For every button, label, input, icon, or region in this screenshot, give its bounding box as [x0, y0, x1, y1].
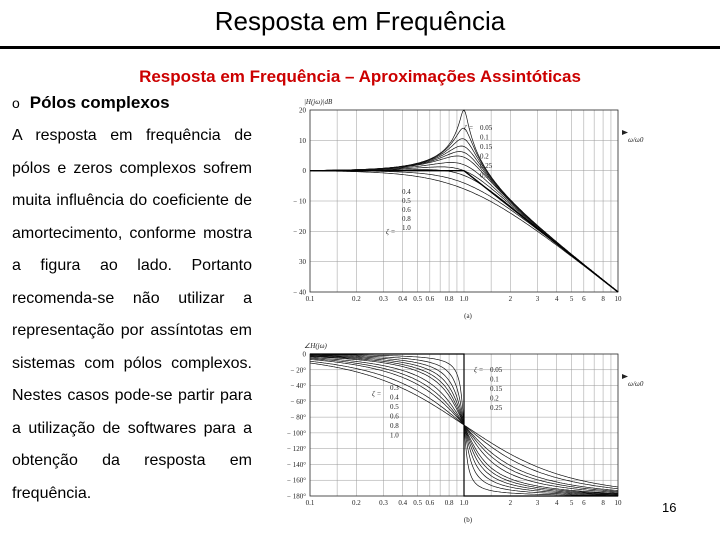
magnitude-plot	[293, 98, 644, 320]
phase-ytick-label: − 40°	[290, 382, 306, 391]
phase-zeta-label: 0.15	[490, 385, 503, 393]
magnitude-ytick-label: 10	[299, 136, 306, 145]
magnitude-xtick-label: 4	[554, 295, 559, 303]
magnitude-axis-unit: ω/ω0	[628, 136, 644, 144]
magnitude-ylabel: |H(jω)|dB	[304, 98, 333, 106]
phase-ytick-label: − 120°	[287, 445, 306, 454]
phase-xtick-label: 0.1	[305, 499, 315, 507]
phase-xtick-label: 0.5	[413, 499, 423, 507]
phase-xtick-label: 0.8	[444, 499, 454, 507]
magnitude-zeta-symbol: ζ =	[464, 124, 474, 132]
phase-xtick-label: 4	[554, 499, 559, 507]
magnitude-caption: (a)	[464, 312, 472, 320]
phase-zeta-label: 0.2	[490, 394, 499, 403]
bode-figure	[278, 96, 648, 532]
phase-zeta-label: 0.8	[390, 422, 399, 430]
magnitude-zeta-label: 0.25	[480, 162, 493, 170]
magnitude-zeta-label: 0.15	[480, 143, 493, 151]
magnitude-zeta-symbol: ζ =	[386, 228, 396, 236]
phase-zeta-label: 0.3	[390, 384, 399, 392]
phase-zeta-label: 0.6	[390, 412, 399, 421]
magnitude-zeta-label: 1.0	[402, 224, 411, 232]
magnitude-zeta-label: 0.3	[480, 171, 489, 180]
magnitude-zeta-label: 0.5	[402, 197, 411, 205]
magnitude-xtick-label: 0.4	[398, 295, 408, 303]
magnitude-ytick-label: 0	[302, 167, 306, 176]
body-paragraph: A resposta em frequência de pólos e zeros complexos sofrem muita influência do coeficiente de amortecimento, conforme mostra a figura ao lado. Portanto recomenda-se não utilizar a representação por assíntotas em sistemas com pólos complexos. Nestes casos pode-se partir para a utilização de softwares para a obtenção da resposta em frequência.	[12, 127, 252, 502]
phase-xtick-label: 0.2	[351, 499, 361, 507]
magnitude-xtick-label: 0.6	[425, 295, 435, 303]
phase-xtick-label: 6	[582, 499, 586, 507]
phase-axis-unit: ω/ω0	[628, 380, 644, 388]
magnitude-xtick-label: 2	[508, 295, 513, 303]
magnitude-ytick-label: − 20	[293, 227, 306, 236]
phase-xtick-label: 0.4	[398, 499, 408, 507]
magnitude-zeta-label: 0.1	[480, 133, 489, 142]
phase-zeta-label: 0.4	[390, 393, 399, 402]
magnitude-arrow-icon	[622, 130, 628, 135]
phase-zeta-label: 0.1	[490, 375, 499, 384]
phase-xtick-label: 8	[601, 499, 605, 507]
magnitude-zeta-label: 0.05	[480, 124, 493, 132]
bullet-marker: o	[12, 95, 20, 111]
phase-xtick-label: 0.6	[425, 499, 435, 507]
phase-xtick-label: 2	[508, 499, 513, 507]
phase-plot	[287, 342, 644, 524]
phase-xtick-label: 0.3	[379, 499, 388, 507]
phase-ytick-label: 0	[302, 350, 306, 359]
phase-xtick-label: 1.0	[459, 499, 469, 507]
bullet-text: Pólos complexos	[29, 93, 170, 112]
magnitude-xtick-label: 0.8	[444, 295, 454, 303]
slide-title: Resposta em Frequência	[214, 6, 506, 36]
phase-arrow-icon	[622, 374, 628, 379]
magnitude-ytick-label: 30	[299, 258, 306, 267]
magnitude-xtick-label: 10	[614, 295, 622, 303]
phase-xtick-label: 10	[614, 499, 622, 507]
magnitude-xtick-label: 0.3	[379, 295, 388, 303]
phase-zeta-label: 1.0	[390, 431, 399, 440]
magnitude-zeta-label: 0.4	[402, 188, 411, 196]
phase-ytick-label: − 60°	[290, 397, 306, 406]
bullet-heading	[12, 93, 170, 113]
phase-ytick-label: − 160°	[287, 476, 306, 485]
magnitude-ytick-label: 20	[299, 106, 306, 115]
magnitude-zeta-label: 0.6	[402, 206, 411, 214]
slide-subtitle: Resposta em Frequência – Aproximações Assintóticas	[139, 67, 581, 86]
page-number: 16	[662, 500, 677, 515]
phase-xtick-label: 3	[535, 499, 540, 507]
magnitude-xtick-label: 3	[535, 295, 540, 303]
phase-ylabel: ∠H(jω)	[304, 342, 327, 350]
magnitude-xtick-label: 5	[569, 295, 574, 303]
phase-ytick-label: − 20°	[290, 366, 306, 375]
magnitude-xtick-label: 8	[601, 295, 605, 303]
magnitude-ytick-label: − 40	[293, 288, 306, 297]
magnitude-ytick-label: − 10	[293, 197, 306, 206]
phase-zeta-symbol: ζ =	[474, 366, 484, 374]
magnitude-xtick-label: 0.2	[351, 295, 361, 303]
phase-zeta-label: 0.25	[490, 404, 503, 412]
phase-ytick-label: − 180°	[287, 492, 306, 501]
phase-caption: (b)	[463, 516, 473, 524]
magnitude-zeta-label: 0.2	[480, 152, 489, 161]
phase-zeta-label: 0.05	[490, 366, 503, 374]
magnitude-xtick-label: 6	[582, 295, 586, 303]
phase-xtick-label: 5	[569, 499, 574, 507]
magnitude-xtick-label: 0.1	[305, 295, 315, 303]
phase-ytick-label: − 140°	[287, 460, 306, 469]
title-rule	[0, 46, 720, 49]
magnitude-zeta-label: 0.8	[402, 215, 411, 223]
phase-ytick-label: − 100°	[287, 429, 306, 438]
phase-zeta-label: 0.5	[390, 403, 399, 411]
magnitude-xtick-label: 1.0	[459, 295, 469, 303]
magnitude-xtick-label: 0.5	[413, 295, 423, 303]
phase-zeta-symbol: ζ =	[372, 390, 382, 398]
phase-ytick-label: − 80°	[290, 413, 306, 422]
